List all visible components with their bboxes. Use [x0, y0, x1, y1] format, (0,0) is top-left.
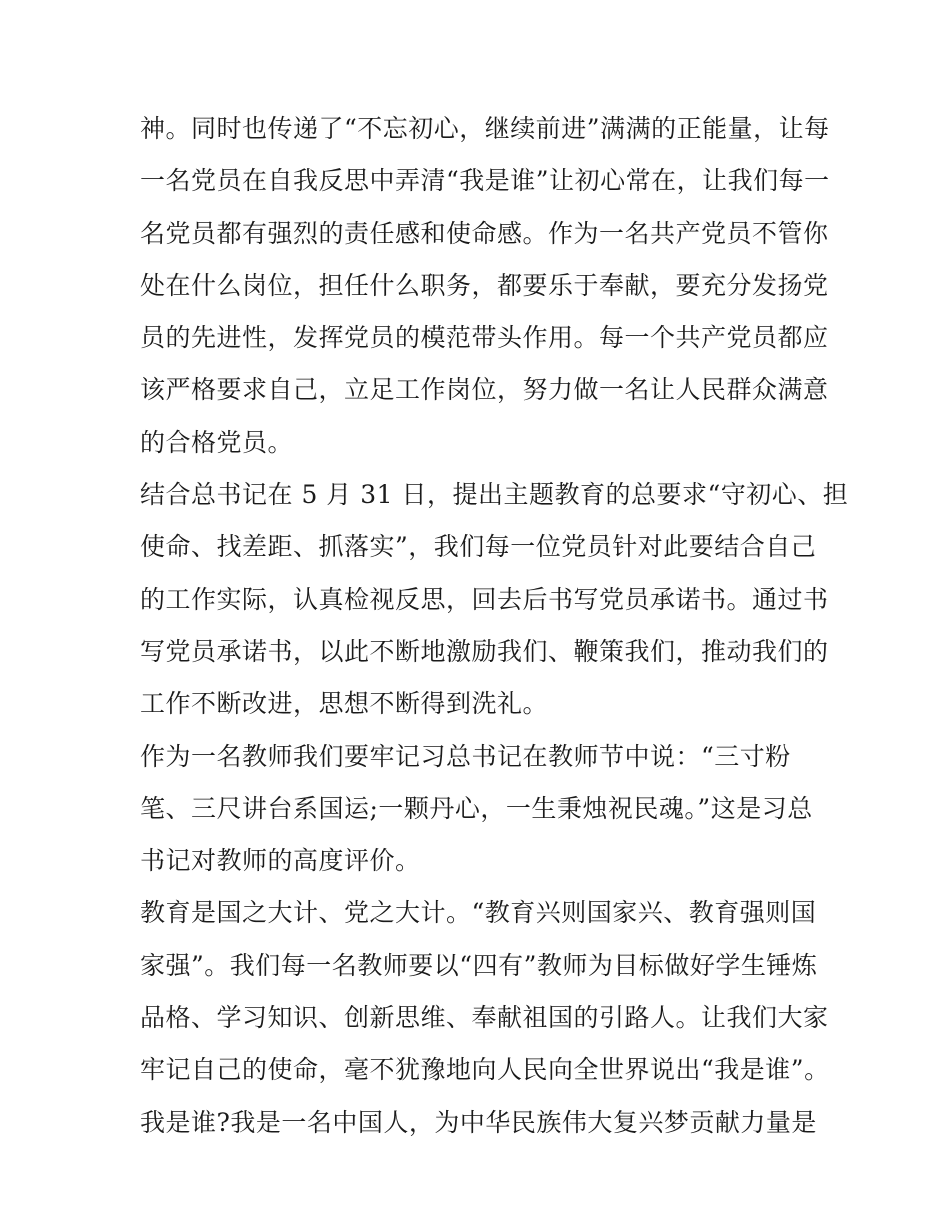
text-line: 神。同时也传递了“不忘初心，继续前进”满满的正能量，让每	[140, 114, 830, 143]
text-line: 写党员承诺书，以此不断地激励我们、鞭策我们，推动我们的	[140, 636, 829, 666]
text-line: 作为一名教师我们要牢记习总书记在教师节中说：“三寸粉	[140, 741, 791, 771]
text-line: 家强”。我们每一名教师要以“四有”教师为目标做好学生锤炼	[140, 950, 818, 980]
text-line: 书记对教师的高度评价。	[140, 846, 421, 876]
text-line: 员的先进性，发挥党员的模范带头作用。每一个共产党员都应	[140, 323, 829, 353]
text-line: 工作不断改进，思想不断得到洗礼。	[140, 689, 549, 719]
text-line: 该严格要求自己，立足工作岗位，努力做一名让人民群众满意	[140, 375, 829, 405]
text-line: 教育是国之大计、党之大计。“教育兴则国家兴、教育强则国	[140, 898, 817, 928]
text-line: 我是谁?我是一名中国人，为中华民族伟大复兴梦贡献力量是	[140, 1107, 817, 1137]
text-line: 处在什么岗位，担任什么职务，都要乐于奉献，要充分发扬党	[140, 270, 829, 300]
text-line: 的工作实际，认真检视反思，回去后书写党员承诺书。通过书	[140, 584, 829, 614]
text-line: 结合总书记在 5 月 31 日，提出主题教育的总要求“守初心、担	[140, 480, 849, 510]
text-line: 一名党员在自我反思中弄清“我是谁”让初心常在，让我们每一	[140, 166, 830, 196]
text-line: 使命、找差距、抓落实”，我们每一位党员针对此要结合自己	[140, 532, 817, 562]
text-line: 牢记自己的使命，毫不犹豫地向人民向全世界说出“我是谁”。	[140, 1055, 830, 1085]
text-line: 品格、学习知识、创新思维、奉献祖国的引路人。让我们大家	[140, 1003, 829, 1033]
text-line: 名党员都有强烈的责任感和使命感。作为一名共产党员不管你	[140, 218, 829, 248]
text-line: 的合格党员。	[140, 427, 294, 457]
document-body	[140, 103, 849, 1149]
text-line: 笔、三尺讲台系国运;一颗丹心，一生秉烛祝民魂。”这是习总	[140, 793, 813, 823]
